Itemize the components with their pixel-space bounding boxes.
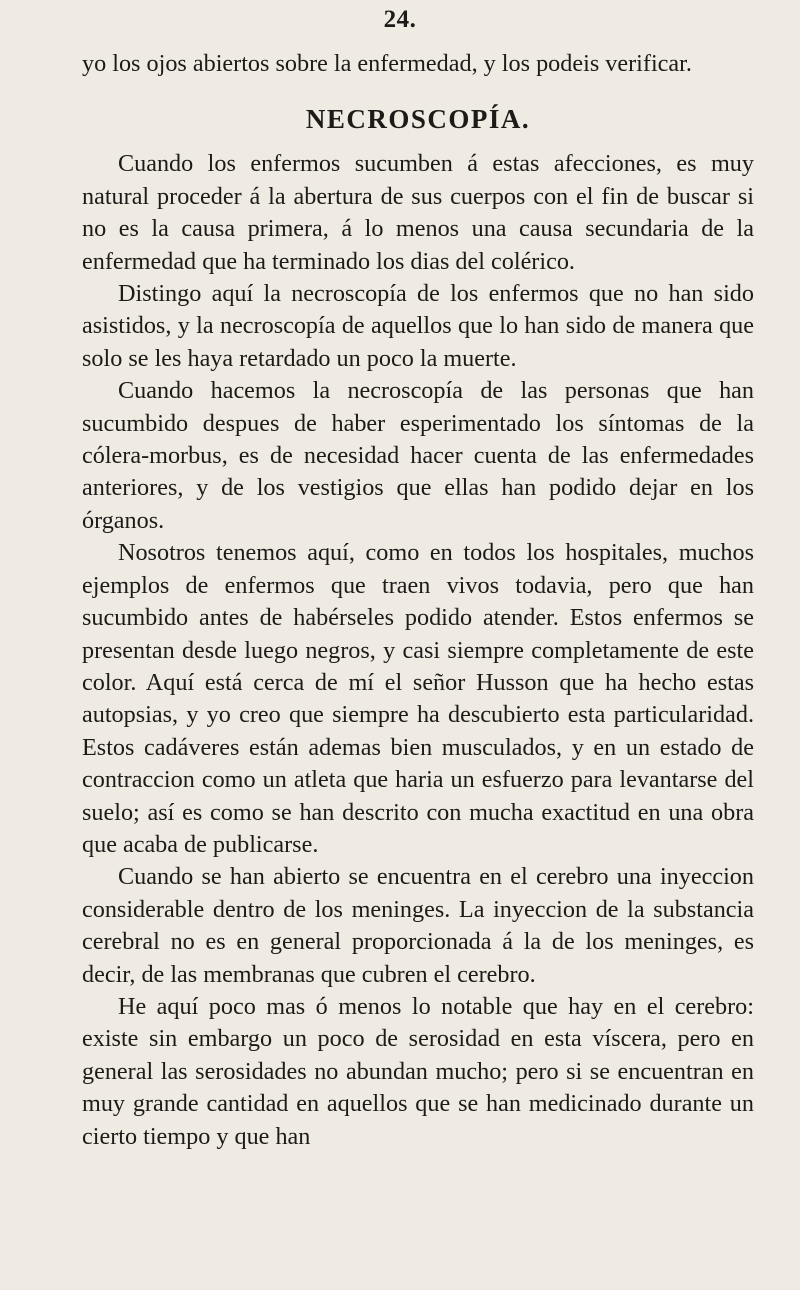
- paragraph-1: Cuando los enfermos sucumben á estas afecciones, es muy natural proceder á la abertura de sus cuerpos con el fin de buscar si no es la causa primera, á lo menos una causa secundaria de la enfermedad que ha terminado los dias del colérico.: [82, 150, 754, 275]
- page-text: [82, 48, 754, 1153]
- paragraph-6: He aquí poco mas ó menos lo notable que hay en el cerebro: existe sin embargo un poco de serosidad en esta víscera, pero en general las serosidades no abundan mucho; pero si se encuentran en muy grande cantidad en aquellos que se han medicinado durante un cierto tiempo y que han: [82, 992, 754, 1150]
- section-title: NECROSCOPÍA.: [305, 104, 531, 135]
- paragraph-5: Cuando se han abierto se encuentra en el cerebro una inyeccion considerable dentro de los meninges. La inyeccion de la substancia cerebral no es en general proporcionada á la de los meninges, es decir, de las membranas que cubren el cerebro.: [82, 863, 754, 988]
- paragraph-3: Cuando hacemos la necroscopía de las personas que han sucumbido despues de haber esperimentado los síntomas de la cólera-morbus, es de necesidad hacer cuenta de las enfermedades anteriores, y de los vestigios que ellas han podido dejar en los órganos.: [82, 377, 754, 534]
- paragraph-2: Distingo aquí la necroscopía de los enfermos que no han sido asistidos, y la necroscopía de aquellos que lo han sido de manera que solo se les haya retardado un poco la muerte.: [82, 280, 754, 372]
- paragraph-4: Nosotros tenemos aquí, como en todos los hospitales, muchos ejemplos de enfermos que traen vivos todavia, pero que han sucumbido antes de habérseles podido atender. Estos enfermos se presentan desde luego negros, y casi siempre completamente de este color. Aquí está cerca de mí el señor Husson que ha hecho estas autopsias, y yo creo que siempre ha descubierto esta particularidad. Estos cadáveres están ademas bien musculados, y en un estado de contraccion como un atleta que haria un esfuerzo para levantarse del suelo; así es como se han descrito con mucha exactitud en una obra que acaba de publicarse.: [82, 539, 754, 858]
- page-number: 24.: [383, 6, 417, 33]
- intro-paragraph: yo los ojos abiertos sobre la enfermedad, y los podeis verificar.: [82, 50, 692, 77]
